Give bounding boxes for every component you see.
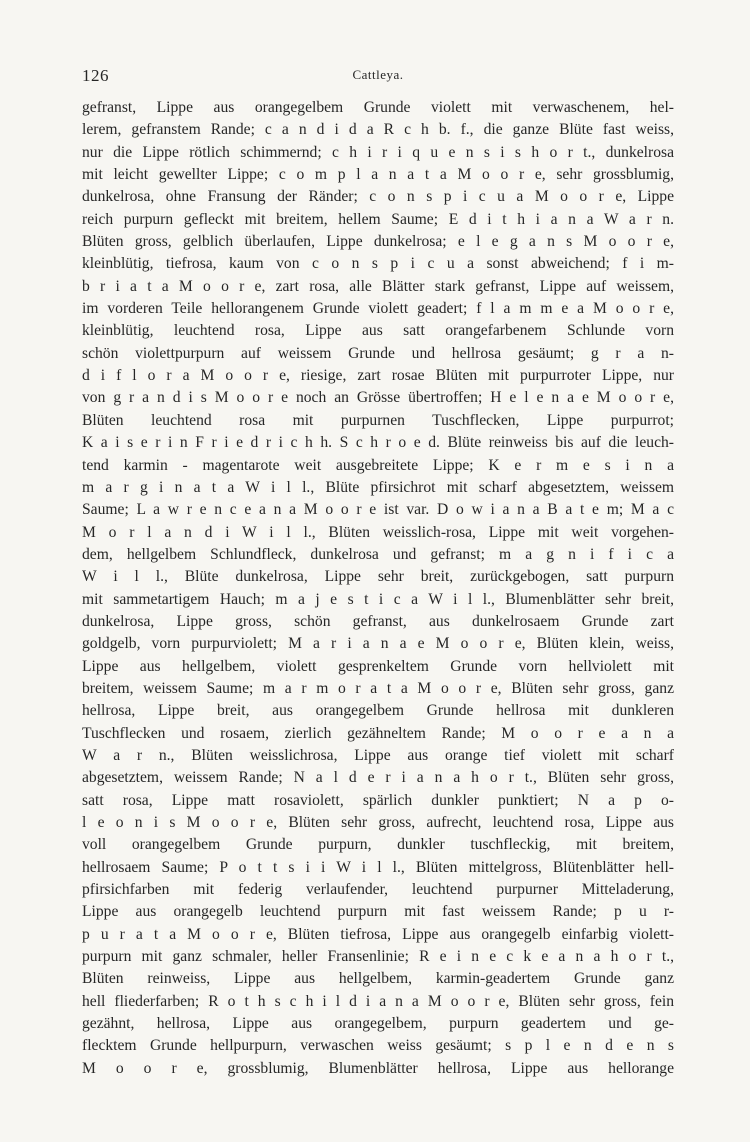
text-line: mit sammetartigem Hauch; m a j e s t i c a W i l l., Blumenblätter sehr breit, <box>82 590 674 608</box>
text-line: von g r a n d i s M o o r e noch an Grösse übertroffen; H e l e n a e M o o r e, <box>82 389 674 407</box>
text-line: M o r l a n d i W i l l., Blüten weisslich-rosa, Lippe mit weit vorgehen- <box>82 523 674 541</box>
text-line: kleinblütig, leuchtend rosa, Lippe aus satt orangefarbenem Schlunde vorn <box>82 322 674 340</box>
text-line: lerem, gefranstem Rande; c a n d i d a R c h b. f., die ganze Blüte fast weiss, <box>82 121 674 139</box>
text-line: Blüten gross, gelblich überlaufen, Lippe dunkelrosa; e l e g a n s M o o r e, <box>82 233 674 251</box>
text-line: breitem, weissem Saume; m a r m o r a t a M o o r e, Blüten sehr gross, ganz <box>82 679 674 697</box>
text-line: hellrosaem Saume; P o t t s i i W i l l., Blüten mittelgross, Blütenblätter hell- <box>82 858 674 876</box>
page-number: 126 <box>82 66 109 85</box>
text-line: K a i s e r i n F r i e d r i c h h. S c h r o e d. Blüte reinweiss bis auf die leuch- <box>82 434 674 452</box>
text-line: kleinblütig, tiefrosa, kaum von c o n s p i c u a sonst abweichend; f i m- <box>82 255 674 273</box>
text-line: gezähnt, hellrosa, Lippe aus orangegelbem, purpurn geadertem und ge- <box>82 1015 674 1033</box>
body-text <box>82 97 674 1080</box>
text-line: hellrosa, Lippe breit, aus orangegelbem Grunde hellrosa mit dunkleren <box>82 702 674 720</box>
page-header <box>82 66 674 86</box>
text-line: hell fliederfarben; R o t h s c h i l d i a n a M o o r e, Blüten sehr gross, fein <box>82 992 674 1010</box>
text-line: W i l l., Blüte dunkelrosa, Lippe sehr breit, zurückgebogen, satt purpurn <box>82 568 674 586</box>
text-line: Blüten leuchtend rosa mit purpurnen Tuschflecken, Lippe purpurrot; <box>82 411 674 429</box>
text-line: d i f l o r a M o o r e, riesige, zart rosae Blüten mit purpurroter Lippe, nur <box>82 367 674 385</box>
text-line: purpurn mit ganz schmaler, heller Fransenlinie; R e i n e c k e a n a h o r t., <box>82 948 674 966</box>
text-line: im vorderen Teile hellorangenem Grunde violett geadert; f l a m m e a M o o r e, <box>82 300 674 318</box>
text-line: goldgelb, vorn purpurviolett; M a r i a n a e M o o r e, Blüten klein, weiss, <box>82 635 674 653</box>
text-line: nur die Lippe rötlich schimmernd; c h i r i q u e n s i s h o r t., dunkelrosa <box>82 143 674 161</box>
text-line: Lippe aus hellgelbem, violett gesprenkeltem Grunde vorn hellviolett mit <box>82 657 674 675</box>
text-line: tend karmin - magentarote weit ausgebreitete Lippe; K e r m e s i n a <box>82 456 674 474</box>
text-line: Saume; L a w r e n c e a n a M o o r e ist var. D o w i a n a B a t e m; M a c <box>82 501 674 519</box>
text-line: Tuschflecken und rosaem, zierlich gezähneltem Rande; M o o r e a n a <box>82 724 674 742</box>
text-line: dunkelrosa, ohne Fransung der Ränder; c o n s p i c u a M o o r e, Lippe <box>82 188 674 206</box>
text-line: dunkelrosa, Lippe gross, schön gefranst, aus dunkelrosaem Grunde zart <box>82 612 674 630</box>
text-line: pfirsichfarben mit federig verlaufender, leuchtend purpurner Mitteladerung, <box>82 881 674 899</box>
text-line: m a r g i n a t a W i l l., Blüte pfirsichrot mit scharf abgesetztem, weissem <box>82 478 674 496</box>
text-line: p u r a t a M o o r e, Blüten tiefrosa, Lippe aus orangegelb einfarbig violett- <box>82 925 674 943</box>
text-line: reich purpurn gefleckt mit breitem, hellem Saume; E d i t h i a n a W a r n. <box>82 210 674 228</box>
text-line: Lippe aus orangegelb leuchtend purpurn mit fast weissem Rande; p u r- <box>82 903 674 921</box>
text-line: abgesetztem, weissem Rande; N a l d e r i a n a h o r t., Blüten sehr gross, <box>82 769 674 787</box>
text-line: flecktem Grunde hellpurpurn, verwaschen weiss gesäumt; s p l e n d e n s <box>82 1037 674 1055</box>
text-line: satt rosa, Lippe matt rosaviolett, spärlich dunkler punktiert; N a p o- <box>82 791 674 809</box>
text-line: l e o n i s M o o r e, Blüten sehr gross, aufrecht, leuchtend rosa, Lippe aus <box>82 814 674 831</box>
running-title: Cattleya. <box>352 67 404 82</box>
text-line: schön violettpurpurn auf weissem Grunde und hellrosa gesäumt; g r a n- <box>82 344 674 362</box>
text-line: Blüten reinweiss, Lippe aus hellgelbem, karmin-geadertem Grunde ganz <box>82 970 674 988</box>
text-line: mit leicht gewellter Lippe; c o m p l a n a t a M o o r e, sehr grossblumig, <box>82 166 674 184</box>
text-line: gefranst, Lippe aus orangegelbem Grunde violett mit verwaschenem, hel- <box>82 99 674 116</box>
text-line: W a r n., Blüten weisslichrosa, Lippe aus orange tief violett mit scharf <box>82 746 674 764</box>
text-line: voll orangegelbem Grunde purpurn, dunkler tuschfleckig, mit breitem, <box>82 836 674 854</box>
text-line: M o o r e, grossblumig, Blumenblätter hellrosa, Lippe aus hellorange <box>82 1059 674 1077</box>
text-line: b r i a t a M o o r e, zart rosa, alle Blätter stark gefranst, Lippe auf weissem, <box>82 277 674 295</box>
text-line: dem, hellgelbem Schlundfleck, dunkelrosa und gefranst; m a g n i f i c a <box>82 545 674 563</box>
